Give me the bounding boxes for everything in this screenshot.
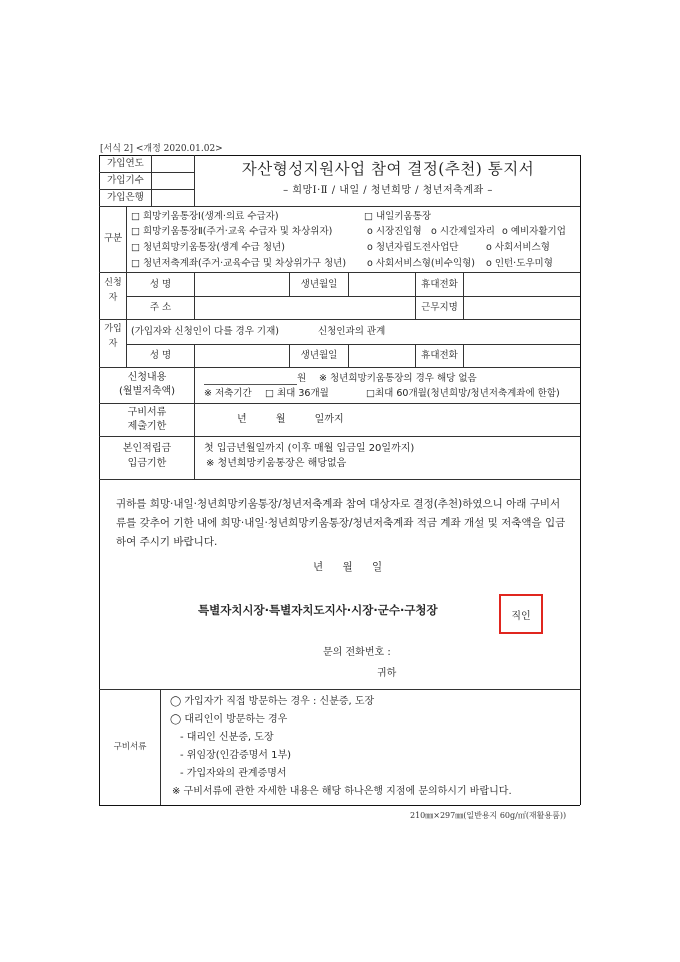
option-youth-savings[interactable]: □ 청년저축계좌(주거·교육수급 및 차상위가구 청년) [131,258,347,269]
deadline-sublabel: 제출기한 [127,421,167,432]
recipient-label: 귀하 [377,668,397,679]
applicant-phone-label: 휴대전화 [421,279,458,290]
subscriber-note: (가입자와 신청인이 다를 경우 기재) [131,326,279,337]
docs-line-proxy: ◯ 대리인이 방문하는 경우 [170,714,288,725]
deposit-note: ※ 청년희망키움통장은 해당없음 [206,458,347,469]
category-label: 구분 [103,233,123,244]
subscriber-relation-label: 신청인과의 관계 [318,326,386,337]
subscriber-birth-label: 생년월일 [300,350,338,361]
deadline-value: 년 월 일까지 [237,414,344,425]
applicant-birth-label: 생년월일 [300,279,338,290]
period-60-option[interactable]: □최대 60개월(청년희망/청년저축계좌에 한함) [366,388,560,399]
suboption-market[interactable]: o 시장진입형 [367,226,422,237]
bank-label: 가입은행 [107,192,144,203]
deposit-sublabel: 입금기한 [127,458,167,469]
option-youth-hope[interactable]: □ 청년희망키움통장(생계 수급 청년) [131,242,285,253]
document-title: 자산형성지원사업 참여 결정(추천) 통지서 [241,160,535,178]
application-label: 신청내용 [127,372,167,383]
option-hope2[interactable]: □ 희망키움통장Ⅱ(주거·교육 수급자 및 차상위자) [131,226,333,237]
suboption-intern[interactable]: o 인턴·도우미형 [486,258,553,269]
applicant-label: 신청자 [104,278,122,303]
docs-line-power-of-attorney: - 위임장(인감증명서 1부) [180,750,292,761]
monthly-amount-unit: 원 [297,373,307,384]
signer-title: 특별자치시장·특별자치도지사·시장·군수·구청장 [198,603,438,617]
deposit-label: 본인적립금 [122,443,172,454]
official-seal: 직인 [499,594,543,634]
subscriber-name-label: 성 명 [149,350,172,361]
docs-line-direct: ◯ 가입자가 직접 방문하는 경우 : 신분증, 도장 [170,696,375,707]
docs-line-proxy-id: - 대리인 신분증, 도장 [180,732,274,743]
notice-date: 년 월 일 [313,561,383,573]
applicant-name-label: 성 명 [149,279,172,290]
notice-paragraph: 귀하를 희망·내일·청년희망키움통장/청년저축계좌 참여 대상자로 결정(추천)하였으니 아래 구비서류를 갖추어 기한 내에 희망·내일·청년희망키움통장/청년저축계좌 적금 계좌 개설 및 저축액을 입금하여 주시기 바랍니다. [116,498,566,548]
deposit-deadline: 첫 입금년월일까지 (이후 매월 입금일 20일까지) [204,443,415,454]
applicant-workplace-label: 근무지명 [421,302,458,313]
document-subtitle: – 희망Ⅰ·Ⅱ / 내일 / 청년희망 / 청년저축계좌 – [283,185,493,196]
suboption-youth-challenge[interactable]: o 청년자립도전사업단 [367,242,459,253]
required-docs-label: 구비서류 [113,742,147,752]
year-label: 가입연도 [107,158,144,169]
deadline-label: 구비서류 [127,407,167,418]
docs-line-inquiry-note: ※ 구비서류에 관한 자세한 내용은 해당 하나은행 지점에 문의하시기 바랍니다. [172,786,512,797]
subscriber-label: 가입자 [104,324,122,349]
cohort-label: 가입기수 [107,175,144,186]
suboption-social-service[interactable]: o 사회서비스형 [486,242,550,253]
suboption-social-nonprofit[interactable]: o 사회서비스형(비수익형) [367,258,476,269]
option-hope1[interactable]: □ 희망키움통장Ⅰ(생계·의료 수급자) [131,211,279,222]
form-label: [서식 2] <개정 2020.01.02> [100,144,223,154]
subscriber-phone-label: 휴대전화 [421,350,458,361]
application-note: ※ 청년희망키움통장의 경우 해당 없음 [319,373,477,384]
application-sublabel: (월별저축액) [118,386,176,397]
option-tomorrow[interactable]: □ 내일키움통장 [364,211,432,222]
period-36-option[interactable]: □ 최대 36개월 [265,388,329,399]
savings-period-label: ※ 저축기간 [204,388,252,399]
paper-spec-footer: 210㎜×297㎜(일반용지 60g/㎡(재활용품)) [410,811,567,820]
suboption-pre-enterprise[interactable]: o 예비자활기업 [502,226,566,237]
applicant-address-label: 주 소 [149,302,172,313]
docs-line-relation-cert: - 가입자와의 관계증명서 [180,768,287,779]
contact-label: 문의 전화번호 : [323,647,391,658]
suboption-parttime[interactable]: o 시간제일자리 [431,226,495,237]
